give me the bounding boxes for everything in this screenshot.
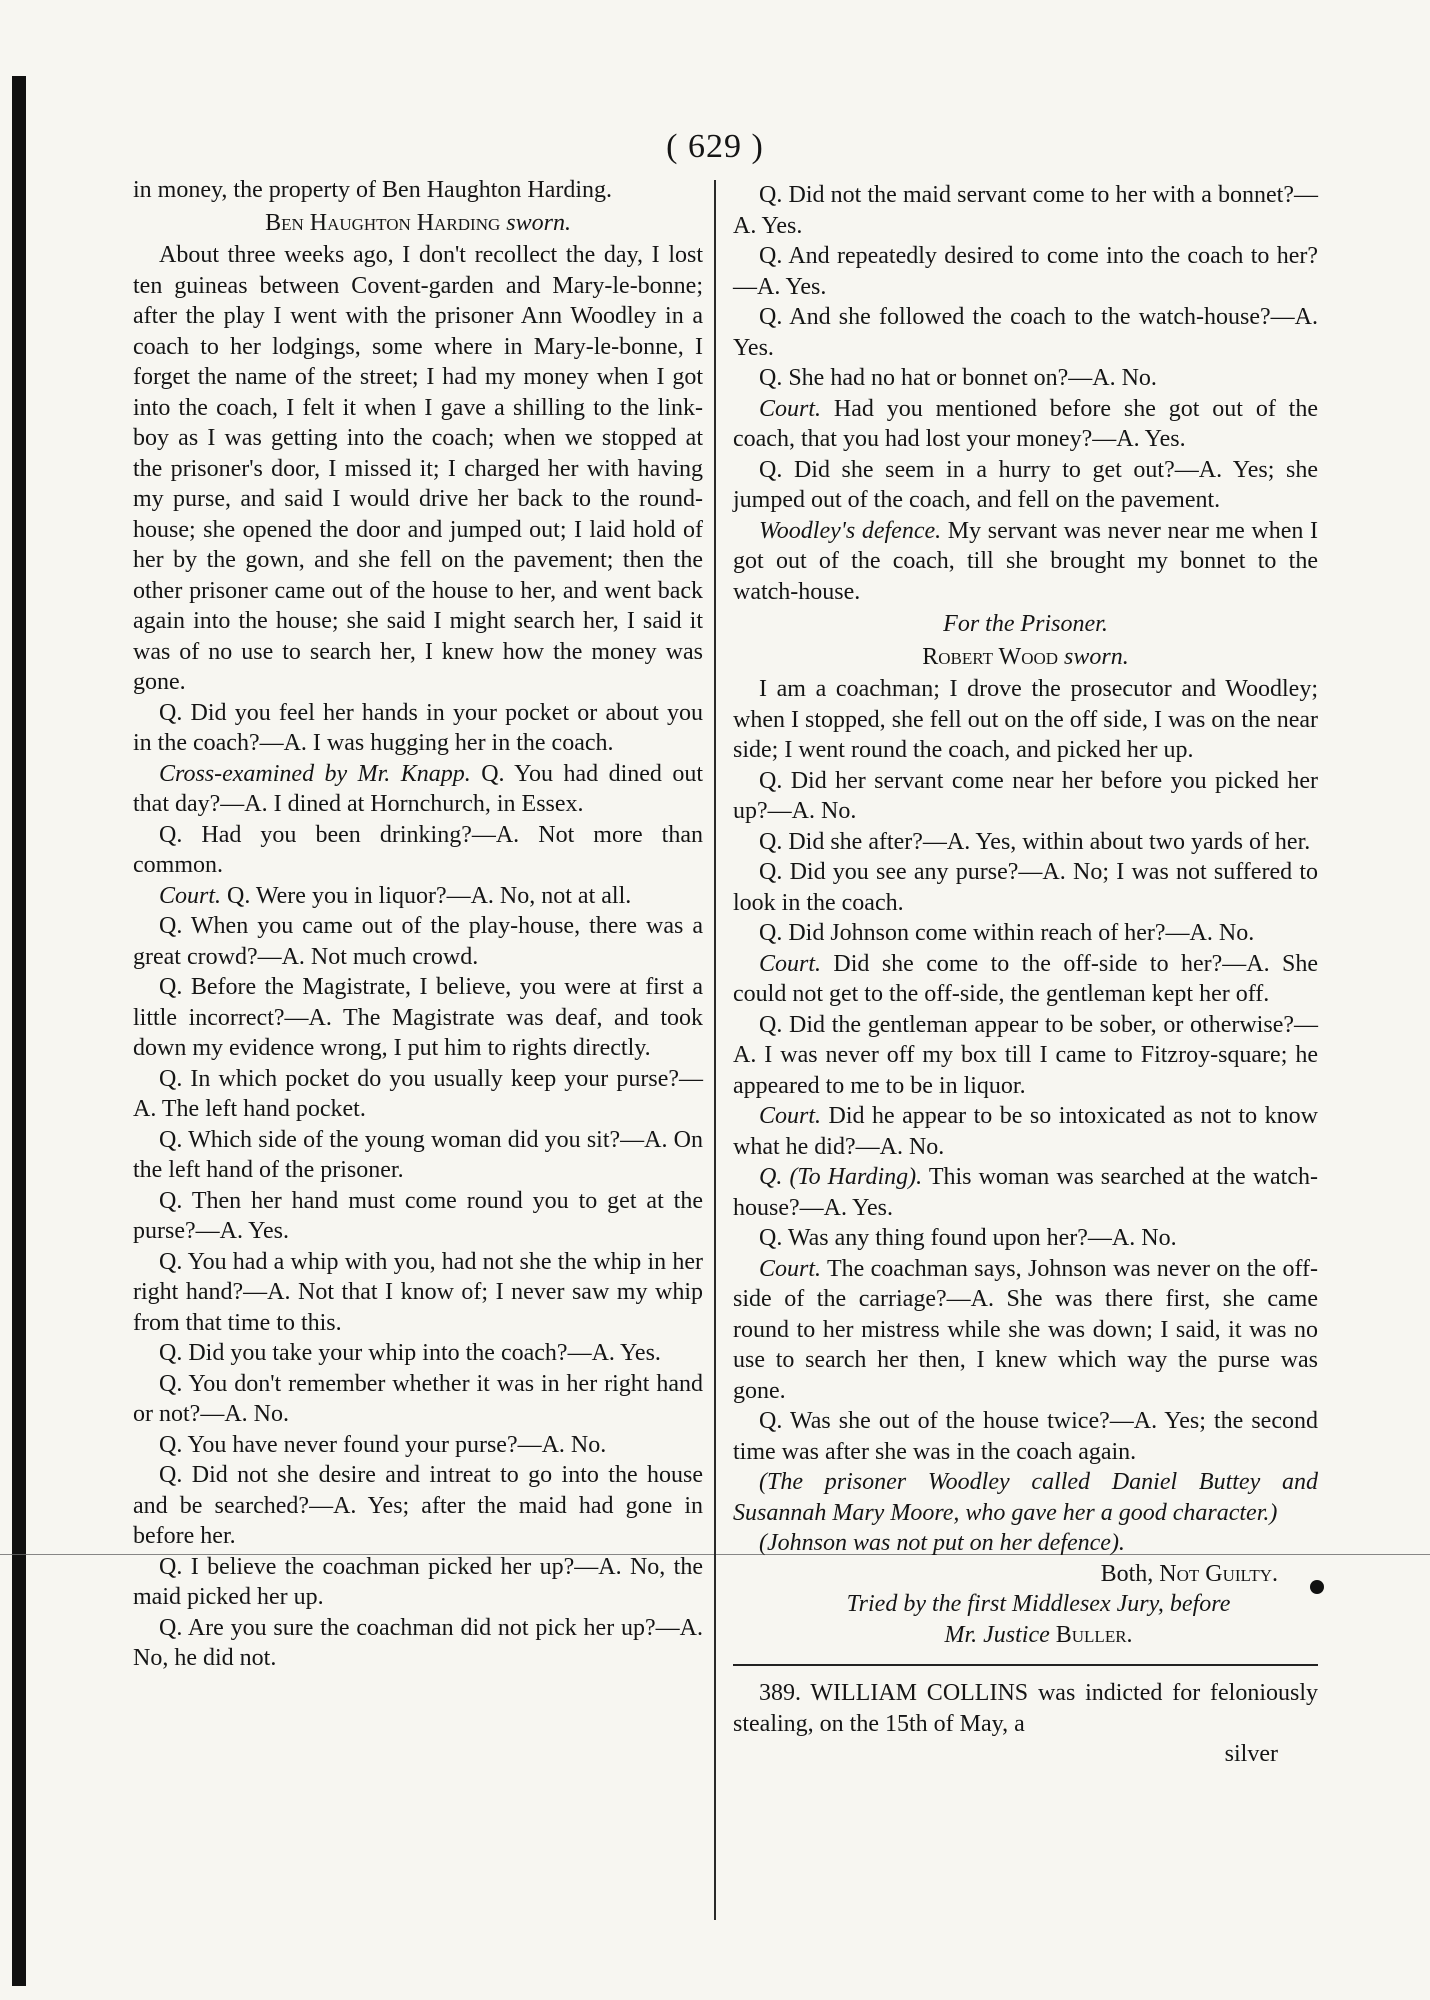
paragraph: Q. Did you feel her hands in your pocket or about you in the coach?—A. I was hugging her in the coach. (133, 699, 703, 756)
witness-heading (733, 642, 1318, 673)
paragraph: About three weeks ago, I don't recollect the day, I lost ten guineas between Covent-garden and Mary-le-bonne; after the play I went with the prisoner Ann Woodley in a coach to her lodgings, some where in Mary-le-bonne, I forget the name of the street; I had my money when I got into the coach, I felt it when I gave a shilling to the link-boy as I was getting into the coach; when we stopped at the prisoner's door, I missed it; I charged her with having my purse, and said I would drive her back to the round-house; she opened the door and jumped out; I laid hold of her by the gown, and she fell on the pavement; then the other prisoner came out of the house to her, and went back again into the house; she said I might search her, I said it was of no use to search her, I knew how the money was gone. (133, 242, 703, 695)
right-column (733, 180, 1318, 1770)
speaker-lead: Cross-examined by Mr. Knapp. (159, 760, 471, 787)
paragraph: Q. In which pocket do you usually keep your purse?—A. The left hand pocket. (133, 1065, 703, 1122)
catchword: silver (1224, 1741, 1278, 1767)
case-separator (733, 1664, 1318, 1666)
page-number: ( 629 ) (666, 128, 764, 165)
speaker-lead: Court. (159, 882, 222, 909)
paragraph-text: Q. Were you in liquor?—A. No, not at all. (227, 882, 632, 909)
paragraph: Q. Did she after?—A. Yes, within about two yards of her. (759, 828, 1311, 855)
verdict: Not Guilty. (1159, 1560, 1278, 1587)
witness-status: sworn. (1064, 643, 1129, 670)
paragraph (733, 1162, 1318, 1223)
page-edge-bar (12, 76, 26, 1986)
paragraph: Q. Then her hand must come round you to get at the purse?—A. Yes. (133, 1187, 703, 1244)
paragraph: Q. Which side of the young woman did you sit?—A. On the left hand of the prisoner. (133, 1126, 703, 1183)
paragraph (133, 881, 703, 912)
paragraph: Q. She had no hat or bonnet on?—A. No. (759, 365, 1157, 391)
defendant-name: WILLIAM COLLINS (810, 1680, 1029, 1706)
speaker-lead: Court. (759, 395, 822, 422)
paragraph-text: Did she come to the off-side to her?—A. She could not get to the off-side, the gentleman kept her off. (733, 950, 1319, 1007)
next-case-paragraph (733, 1678, 1318, 1739)
paragraph: Q. And she followed the coach to the watch-house?—A. Yes. (733, 304, 1318, 361)
paragraph: Q. You have never found your purse?—A. No. (159, 1431, 607, 1458)
paragraph (133, 759, 703, 820)
tried-line: Tried by the first Middlesex Jury, before (846, 1591, 1231, 1617)
verdict-line (733, 1559, 1318, 1590)
left-column (133, 175, 703, 1674)
paragraph-text: Had you mentioned before she got out of the coach, that you had lost your money?—A. Yes. (733, 395, 1319, 452)
paragraph (733, 1254, 1318, 1407)
paragraph-text: This woman was searched at the watch-house?—A. Yes. (733, 1164, 1318, 1221)
paragraph: Q. Before the Magistrate, I believe, you were at first a little incorrect?—A. The Magistrate was deaf, and took down my evidence wrong, I put him to rights directly. (133, 974, 703, 1061)
paragraph (733, 394, 1318, 455)
paragraph (733, 1101, 1318, 1162)
paragraph: in money, the property of Ben Haughton Harding. (133, 177, 613, 203)
witness-name: Robert Wood (922, 643, 1059, 670)
paragraph: Q. Did the gentleman appear to be sober, or otherwise?—A. I was never off my box till I came to Fitzroy-square; he appeared to me to be in liquor. (733, 1011, 1318, 1099)
paragraph: Q. Did not the maid servant come to her with a bonnet?—A. Yes. (733, 182, 1318, 239)
paragraph: Q. Are you sure the coachman did not pick her up?—A. No, he did not. (133, 1614, 703, 1671)
witness-name: Ben Haughton Harding (265, 209, 501, 236)
paragraph: Q. Had you been drinking?—A. Not more than common. (133, 821, 703, 878)
paragraph: Q. Did you take your whip into the coach?—A. Yes. (159, 1340, 661, 1366)
paragraph: Q. You don't remember whether it was in her right hand or not?—A. No. (133, 1370, 703, 1427)
column-divider (714, 180, 716, 1920)
paragraph: Q. Was she out of the house twice?—A. Yes; the second time was after she was in the coach again. (733, 1408, 1318, 1465)
paragraph-text: The coachman says, Johnson was never on the off-side of the carriage?—A. She was there first, she came round to her mistress while she was down; I said, it was no use to search her then, I knew which way the purse was gone. (733, 1255, 1318, 1404)
paragraph: Q. And repeatedly desired to come into the coach to her?—A. Yes. (733, 243, 1318, 300)
paragraph: Q. Did you see any purse?—A. No; I was not suffered to look in the coach. (733, 859, 1318, 916)
paragraph-text: My servant was never near me when I got out of the coach, till she brought my bonnet to the watch-house. (733, 517, 1318, 605)
paragraph (733, 949, 1318, 1010)
paragraph: Q. Did not she desire and intreat to go into the house and be searched?—A. Yes; after the maid had gone in before her. (133, 1462, 703, 1549)
speaker-lead: Woodley's defence. (759, 517, 942, 544)
paragraph: Q. Did her servant come near her before you picked her up?—A. No. (733, 767, 1318, 824)
speaker-lead: Court. (759, 1103, 822, 1129)
paragraph: Q. When you came out of the play-house, there was a great crowd?—A. Not much crowd. (133, 913, 703, 970)
paragraph: Q. Was any thing found upon her?—A. No. (759, 1225, 1177, 1251)
judge-name: Buller. (1055, 1621, 1133, 1648)
witness-heading (133, 208, 703, 239)
paragraph (733, 516, 1318, 608)
character-note: (The prisoner Woodley called Daniel Buttey and Susannah Mary Moore, who gave her a good character.) (733, 1469, 1318, 1526)
judge-title: Mr. Justice (944, 1621, 1050, 1648)
paragraph-text: was indicted for feloniously stealing, on the 15th of May, a (733, 1680, 1318, 1737)
section-heading: For the Prisoner. (943, 611, 1108, 637)
paragraph: I am a coachman; I drove the prosecutor and Woodley; when I stopped, she fell out on the off side, I was on the near side; I went round the coach, and picked her up. (733, 676, 1318, 763)
case-number: 389. (759, 1680, 801, 1706)
tried-judge-line (733, 1620, 1318, 1651)
speaker-lead: Court. (759, 1255, 822, 1282)
speaker-lead: Q. (To Harding). (759, 1164, 923, 1190)
paragraph-text: Q. You had dined out that day?—A. I dined at Hornchurch, in Essex. (133, 760, 704, 817)
paragraph: Q. I believe the coachman picked her up?—A. No, the maid picked her up. (133, 1553, 703, 1610)
paragraph-text: Did he appear to be so intoxicated as not to know what he did?—A. No. (733, 1103, 1318, 1160)
paragraph: Q. Did she seem in a hurry to get out?—A. Yes; she jumped out of the coach, and fell on the pavement. (733, 456, 1318, 513)
paragraph: Q. You had a whip with you, had not she the whip in her right hand?—A. Not that I know of; I never saw my whip from that time to this. (133, 1248, 703, 1336)
verdict-prefix: Both, (1100, 1560, 1154, 1587)
witness-status: sworn. (506, 209, 571, 236)
paragraph: Q. Did Johnson come within reach of her?—A. No. (759, 920, 1255, 946)
defence-note: (Johnson was not put on her defence). (759, 1530, 1125, 1556)
speaker-lead: Court. (759, 950, 822, 977)
